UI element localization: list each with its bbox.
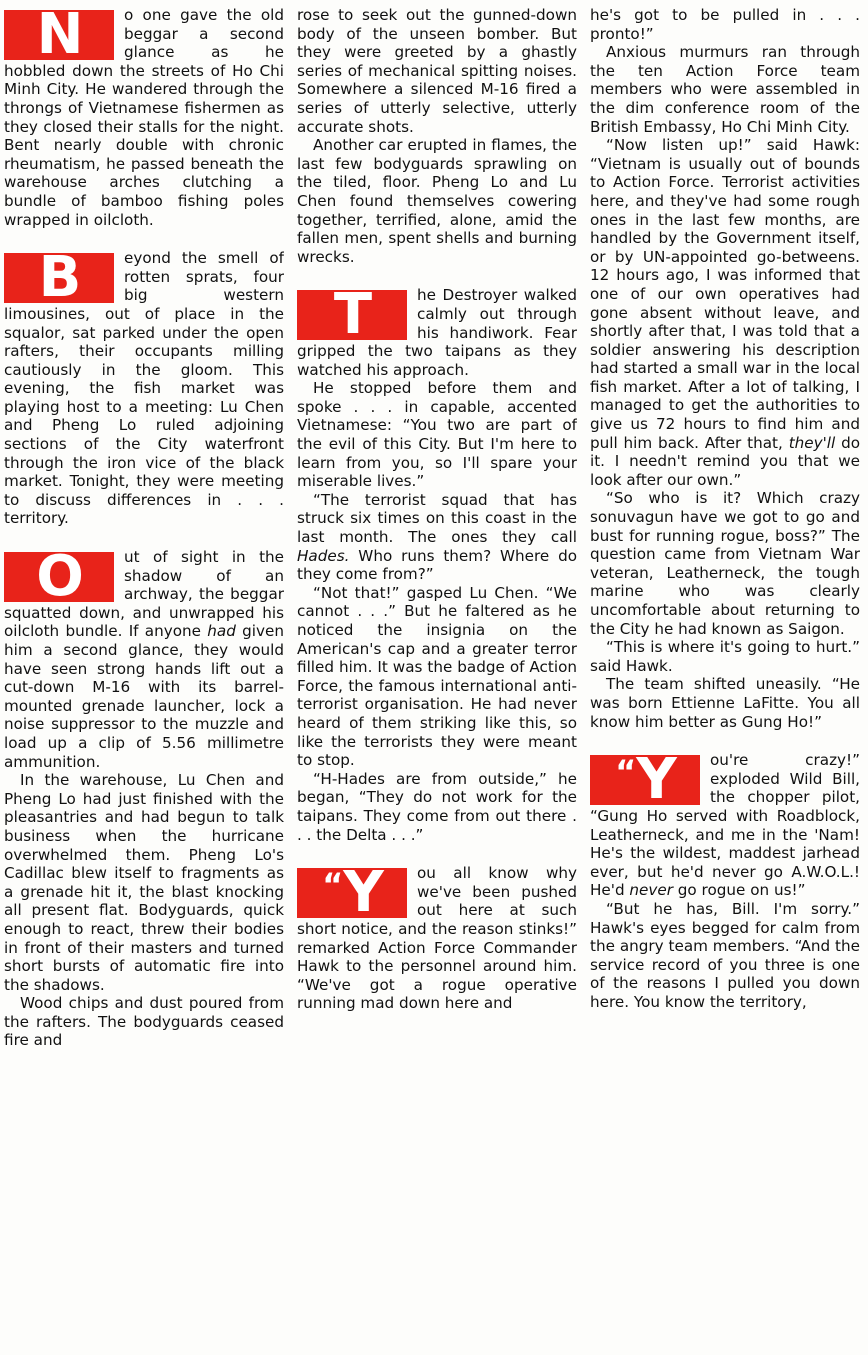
paragraph-text: eyond the smell of rotten sprats, four big western limousines, out of place in the squalor, sat parked under the open rafters, their occupants milling cautiously in the gloom. This evening, the fish market was playing host to a meeting: Lu Chen and Pheng Lo ruled adjoining sections of the City waterfront through the iron vice of the black market. Tonight, they were meeting to discuss differences in . . . territory. [4,249,284,528]
paragraph: rose to seek out the gunned-down body of the unseen bomber. But they were greeted by a ghastly series of mechanical spitting noises. Somewhere a silenced M-16 fired a series of utterly selective, utterly accurate shots. [297,6,577,136]
column-2 [297,6,577,1355]
paragraph: “So who is it? Which crazy sonuvagun have we got to go and bust for running rogue, boss?” The question came from Vietnam War veteran, Leatherneck, the tough marine who was clearly uncomfortable about returning to the City he had known as Saigon. [590,489,860,638]
paragraph: “Now listen up!” said Hawk: “Vietnam is usually out of bounds to Action Force. Terrorist activities here, and they've had some rough ones in the last few months, are handled by the Government itself, or by UN-appointed go-betweens. 12 hours ago, I was informed that one of our own operatives had gone absent without leave, and shortly after that, I was told that a soldier answering his description had started a small war in the local fish market. After a lot of talking, I managed to get the authorities to give us 72 hours to find him and pull him back. After that, they'll do it. I needn't remind you that we look after our own.” [590,136,860,489]
paragraph-text: ou all know why we've been pushed out here at such short notice, and the reason stinks!” remarked Action Force Commander Hawk to the personnel around him. “We've got a rogue operative running mad down here and [297,864,577,1013]
emphasis: Hades. [297,546,350,565]
column-3 [590,6,860,1355]
paragraph-text: he Destroyer walked calmly out through his handiwork. Fear gripped the two taipans as they watched his approach. [297,286,577,379]
drop-cap-b: B [4,253,114,303]
paragraph-drop-t [297,286,577,379]
paragraph: “This is where it's going to hurt.” said Hawk. [590,638,860,675]
paragraph-drop-o: O ut of sight in the shadow of an archway, the beggar squatted down, and unwrapped his oilcloth bundle. If anyone had given him a second glance, they would have seen strong hands lift out a cut-down M-16 with its barrel-mounted grenade launcher, lock a noise suppressor to the muzzle and load up a clip of 5.56 millimetre ammunition. [4,548,284,771]
paragraph-drop-b [4,249,284,528]
paragraph-drop-y: “Y ou're crazy!” exploded Wild Bill, the chopper pilot, “Gung Ho served with Roadblock, Leatherneck, and me in the 'Nam! He's the wildest, maddest jarhead ever, but he'd never go A.W.O.L.! He'd never go rogue on us!” [590,751,860,900]
paragraph: he's got to be pulled in . . . pronto!” [590,6,860,43]
paragraph: The team shifted uneasily. “He was born Ettienne LaFitte. You all know him better as Gung Ho!” [590,675,860,731]
paragraph: In the warehouse, Lu Chen and Pheng Lo had just finished with the pleasantries and had begun to talk business when the hurricane overwhelmed them. Pheng Lo's Cadillac blew itself to fragments as a grenade hit it, the blast knocking all present flat. Bodyguards, quick enough to react, threw their bodies in front of their masters and turned short bursts of automatic fire into the shadows. [4,771,284,994]
emphasis: never [629,881,673,900]
paragraph-text: o one gave the old beggar a second glance as he hobbled down the streets of Ho Chi Minh City. He wandered through the throngs of Vietnamese fishermen as they closed their stalls for the night. Bent nearly double with chronic rheumatism, he passed beneath the warehouse arches clutching a bundle of bamboo fishing poles wrapped in oilcloth. [4,6,284,229]
paragraph: Anxious murmurs ran through the ten Action Force team members who were assembled in the dim conference room of the British Embassy, Ho Chi Minh City. [590,43,860,136]
drop-cap-n: N [4,10,114,60]
paragraph: Another car erupted in flames, the last few bodyguards sprawling on the tiled, floor. Pheng Lo and Lu Chen found themselves cowering together, terrified, alone, amid the fallen men, spent shells and burning wrecks. [297,136,577,266]
drop-cap-y-quoted: “Y [590,755,700,805]
drop-cap-y-quoted: “Y [297,868,407,918]
paragraph-drop-n [4,6,284,229]
paragraph: “H-Hades are from outside,” he began, “They do not work for the taipans. They come from out there . . . the Delta . . .” [297,769,577,844]
drop-cap-t: T [297,290,407,340]
paragraph: “But he has, Bill. I'm sorry.” Hawk's eyes begged for calm from the angry team members. “And the service record of you three is one of the reasons I pulled you down here. You know the territory, [590,899,860,1011]
paragraph: Wood chips and dust poured from the rafters. The bodyguards ceased fire and [4,994,284,1050]
paragraph: He stopped before them and spoke . . . in capable, accented Vietnamese: “You two are part of the evil of this City. But I'm here to learn from you, so I'll spare your miserable lives.” [297,379,577,491]
paragraph: “Not that!” gasped Lu Chen. “We cannot . . .” But he faltered as he noticed the insignia on the American's cap and a greater terror filled him. It was the badge of Action Force, the famous international anti-terrorist organisation. He had never heard of them striking like this, so like the terrorists they were meant to stop. [297,583,577,770]
emphasis: had [207,622,236,641]
emphasis: they'll [788,433,836,452]
paragraph: “The terrorist squad that has struck six times on this coast in the last month. The ones they call Hades. Who runs them? Where do they come from?” [297,490,577,584]
column-1 [4,6,284,1355]
drop-cap-o: O [4,552,114,602]
paragraph-drop-y [297,864,577,1013]
